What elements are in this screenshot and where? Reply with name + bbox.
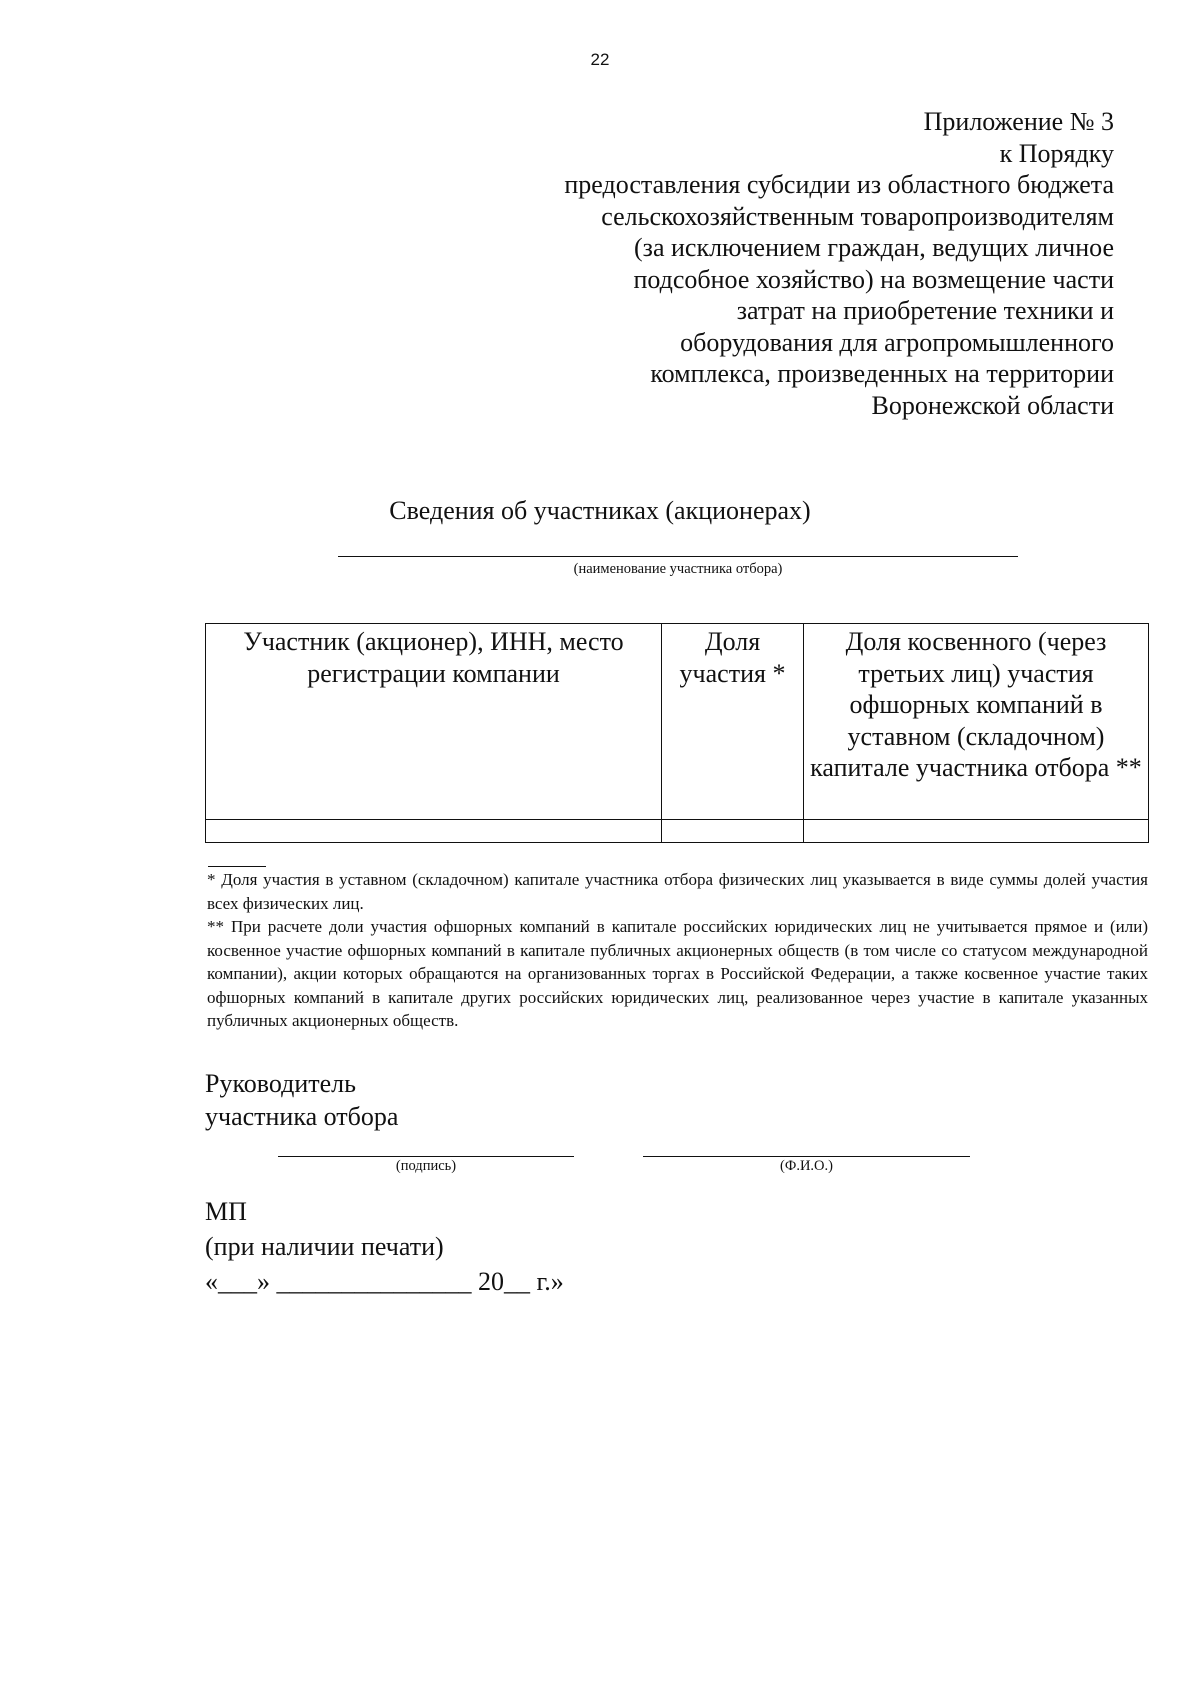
- signer-subtitle: участника отбора: [205, 1102, 399, 1131]
- header-share: Доля участия *: [662, 624, 804, 820]
- appendix-line: предоставления субсидии из областного бюджета: [564, 170, 1114, 199]
- header-participant: Участник (акционер), ИНН, место регистрации компании: [206, 624, 662, 820]
- signature-line[interactable]: [278, 1156, 574, 1157]
- appendix-line: подсобное хозяйство) на возмещение части: [633, 264, 1114, 294]
- full-name-line[interactable]: [643, 1156, 970, 1157]
- appendix-line: оборудования для агропромышленного: [680, 327, 1114, 357]
- footnote-1: * Доля участия в уставном (складочном) капитале участника отбора физических лиц указывается в виде суммы долей участия всех физических лиц.: [207, 870, 1148, 913]
- page-number: 22: [590, 50, 610, 69]
- appendix-line: к Порядку: [999, 138, 1114, 168]
- appendix-line: (за исключением граждан, ведущих личное: [634, 233, 1114, 262]
- date-line: «___» _______________ 20__ г.»: [205, 1267, 564, 1296]
- participant-name-line: [338, 556, 1018, 557]
- full-name-caption: (Ф.И.О.): [780, 1158, 833, 1174]
- table-row: [206, 820, 1149, 843]
- appendix-header: [414, 106, 1114, 421]
- footnote-2: ** При расчете доли участия офшорных компаний в капитале российских юридических лиц не учитывается прямое и (или) косвенное участие офшорных компаний в капитале публичных акционерных обществ (в том числе со статусом международной компании), акции которых обращаются на организованных торгах в Российской Федерации, а также косвенное участие таких офшорных компаний в капитале других российских юридических лиц, реализованное через участие в капитале указанных публичных акционерных обществ.: [207, 917, 1148, 1030]
- table-cell[interactable]: [804, 820, 1149, 843]
- participants-table: [205, 623, 1149, 843]
- appendix-line: Воронежской области: [871, 390, 1114, 420]
- appendix-line: затрат на приобретение техники и: [736, 296, 1114, 325]
- table-cell[interactable]: [662, 820, 804, 843]
- header-offshore-share: Доля косвенного (через третьих лиц) участия офшорных компаний в уставном (складочном) капитале участника отбора **: [804, 624, 1149, 820]
- table-cell[interactable]: [206, 820, 662, 843]
- stamp-mark: МП: [205, 1197, 247, 1226]
- signer-block: [205, 1067, 398, 1133]
- signature-caption: (подпись): [395, 1158, 457, 1174]
- appendix-line: сельскохозяйственным товаропроизводителям: [601, 201, 1114, 231]
- stamp-block: [205, 1194, 564, 1299]
- footnotes: [207, 868, 1148, 1033]
- footnote-rule: [208, 866, 266, 867]
- appendix-line: Приложение № 3: [923, 107, 1114, 136]
- participant-name-caption: (наименование участника отбора): [573, 561, 783, 577]
- document-title: Сведения об участниках (акционерах): [389, 496, 811, 525]
- stamp-note: (при наличии печати): [205, 1232, 444, 1261]
- table-header-row: [206, 624, 1149, 820]
- appendix-line: комплекса, произведенных на территории: [650, 359, 1114, 388]
- signer-title: Руководитель: [205, 1069, 356, 1098]
